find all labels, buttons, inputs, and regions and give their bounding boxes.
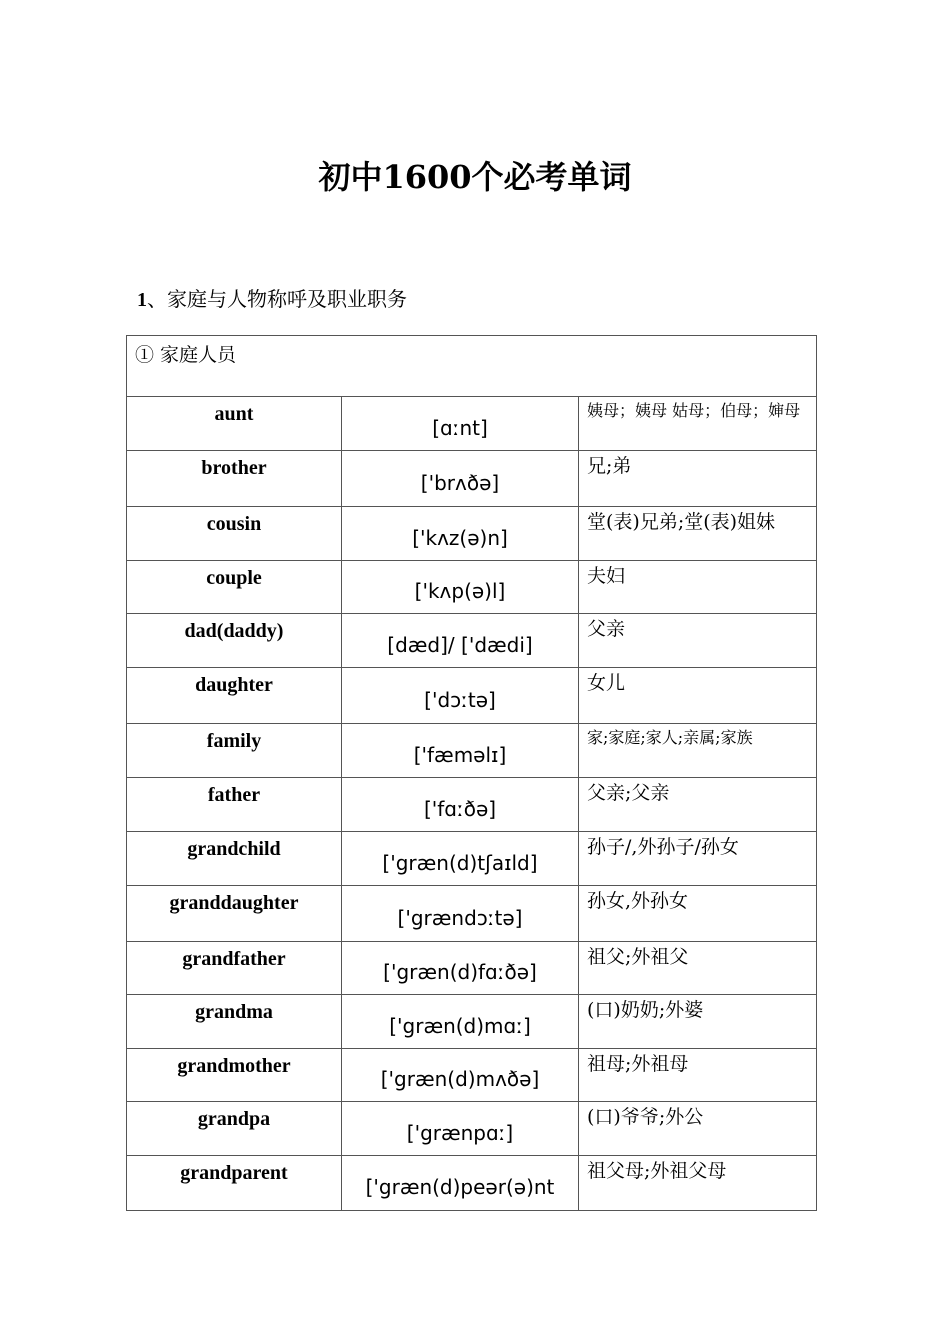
phonetic-cell: ['kʌz(ə)n] xyxy=(342,507,579,561)
section-number: 1 xyxy=(137,289,147,311)
category-label: ① 家庭人员 xyxy=(127,336,817,397)
phonetic-cell: [dæd]/ ['dædi] xyxy=(342,614,579,668)
vocab-row xyxy=(127,942,817,995)
word-cell: granddaughter xyxy=(127,886,342,942)
phonetic-cell: ['dɔːtə] xyxy=(342,668,579,724)
meaning-cell: 孙子/,外孙子/孙女 xyxy=(579,832,817,886)
meaning-cell: (口)奶奶;外婆 xyxy=(579,995,817,1049)
word-cell: dad(daddy) xyxy=(127,614,342,668)
word-cell: grandmother xyxy=(127,1049,342,1102)
word-cell: grandma xyxy=(127,995,342,1049)
category-row xyxy=(127,336,817,397)
vocab-row xyxy=(127,668,817,724)
phonetic-cell: ['græn(d)mɑː] xyxy=(342,995,579,1049)
vocab-row xyxy=(127,778,817,832)
vocab-row xyxy=(127,832,817,886)
section-heading xyxy=(137,283,407,312)
word-cell: father xyxy=(127,778,342,832)
word-cell: cousin xyxy=(127,507,342,561)
phonetic-cell: [ɑːnt] xyxy=(342,397,579,451)
meaning-cell: 孙女,外孙女 xyxy=(579,886,817,942)
word-cell: grandpa xyxy=(127,1102,342,1156)
vocab-row xyxy=(127,561,817,614)
vocab-row xyxy=(127,1049,817,1102)
phonetic-cell: ['græn(d)peər(ə)nt xyxy=(342,1156,579,1211)
word-cell: daughter xyxy=(127,668,342,724)
vocab-row xyxy=(127,1102,817,1156)
section-label: 、家庭与人物称呼及职业职务 xyxy=(147,289,407,311)
word-cell: brother xyxy=(127,451,342,507)
meaning-cell: 堂(表)兄弟;堂(表)姐妹 xyxy=(579,507,817,561)
vocabulary-table xyxy=(126,335,817,1211)
vocab-row xyxy=(127,451,817,507)
phonetic-cell: ['grænpɑː] xyxy=(342,1102,579,1156)
meaning-cell: 家;家庭;家人;亲属;家族 xyxy=(579,724,817,778)
word-cell: grandchild xyxy=(127,832,342,886)
phonetic-cell: ['fæməlɪ] xyxy=(342,724,579,778)
meaning-cell: 兄;弟 xyxy=(579,451,817,507)
meaning-cell: 父亲;父亲 xyxy=(579,778,817,832)
phonetic-cell: ['brʌðə] xyxy=(342,451,579,507)
phonetic-cell: ['fɑːðə] xyxy=(342,778,579,832)
page-title: 初中1600个必考单词 xyxy=(318,158,632,196)
vocab-row xyxy=(127,397,817,451)
meaning-cell: 姨母；姨母 姑母；伯母；婶母 xyxy=(579,397,817,451)
word-cell: family xyxy=(127,724,342,778)
meaning-cell: (口)爷爷;外公 xyxy=(579,1102,817,1156)
meaning-cell: 祖父;外祖父 xyxy=(579,942,817,995)
meaning-cell: 夫妇 xyxy=(579,561,817,614)
meaning-cell: 祖父母;外祖父母 xyxy=(579,1156,817,1211)
meaning-cell: 父亲 xyxy=(579,614,817,668)
word-cell: aunt xyxy=(127,397,342,451)
vocab-row xyxy=(127,1156,817,1211)
vocab-row xyxy=(127,886,817,942)
word-cell: couple xyxy=(127,561,342,614)
vocab-row xyxy=(127,724,817,778)
word-cell: grandparent xyxy=(127,1156,342,1211)
meaning-cell: 祖母;外祖母 xyxy=(579,1049,817,1102)
meaning-cell: 女儿 xyxy=(579,668,817,724)
phonetic-cell: ['græn(d)mʌðə] xyxy=(342,1049,579,1102)
vocab-row xyxy=(127,614,817,668)
vocab-row xyxy=(127,995,817,1049)
vocab-row xyxy=(127,507,817,561)
phonetic-cell: ['græn(d)fɑːðə] xyxy=(342,942,579,995)
word-cell: grandfather xyxy=(127,942,342,995)
phonetic-cell: ['kʌp(ə)l] xyxy=(342,561,579,614)
phonetic-cell: ['græn(d)tʃaɪld] xyxy=(342,832,579,886)
phonetic-cell: ['grændɔːtə] xyxy=(342,886,579,942)
